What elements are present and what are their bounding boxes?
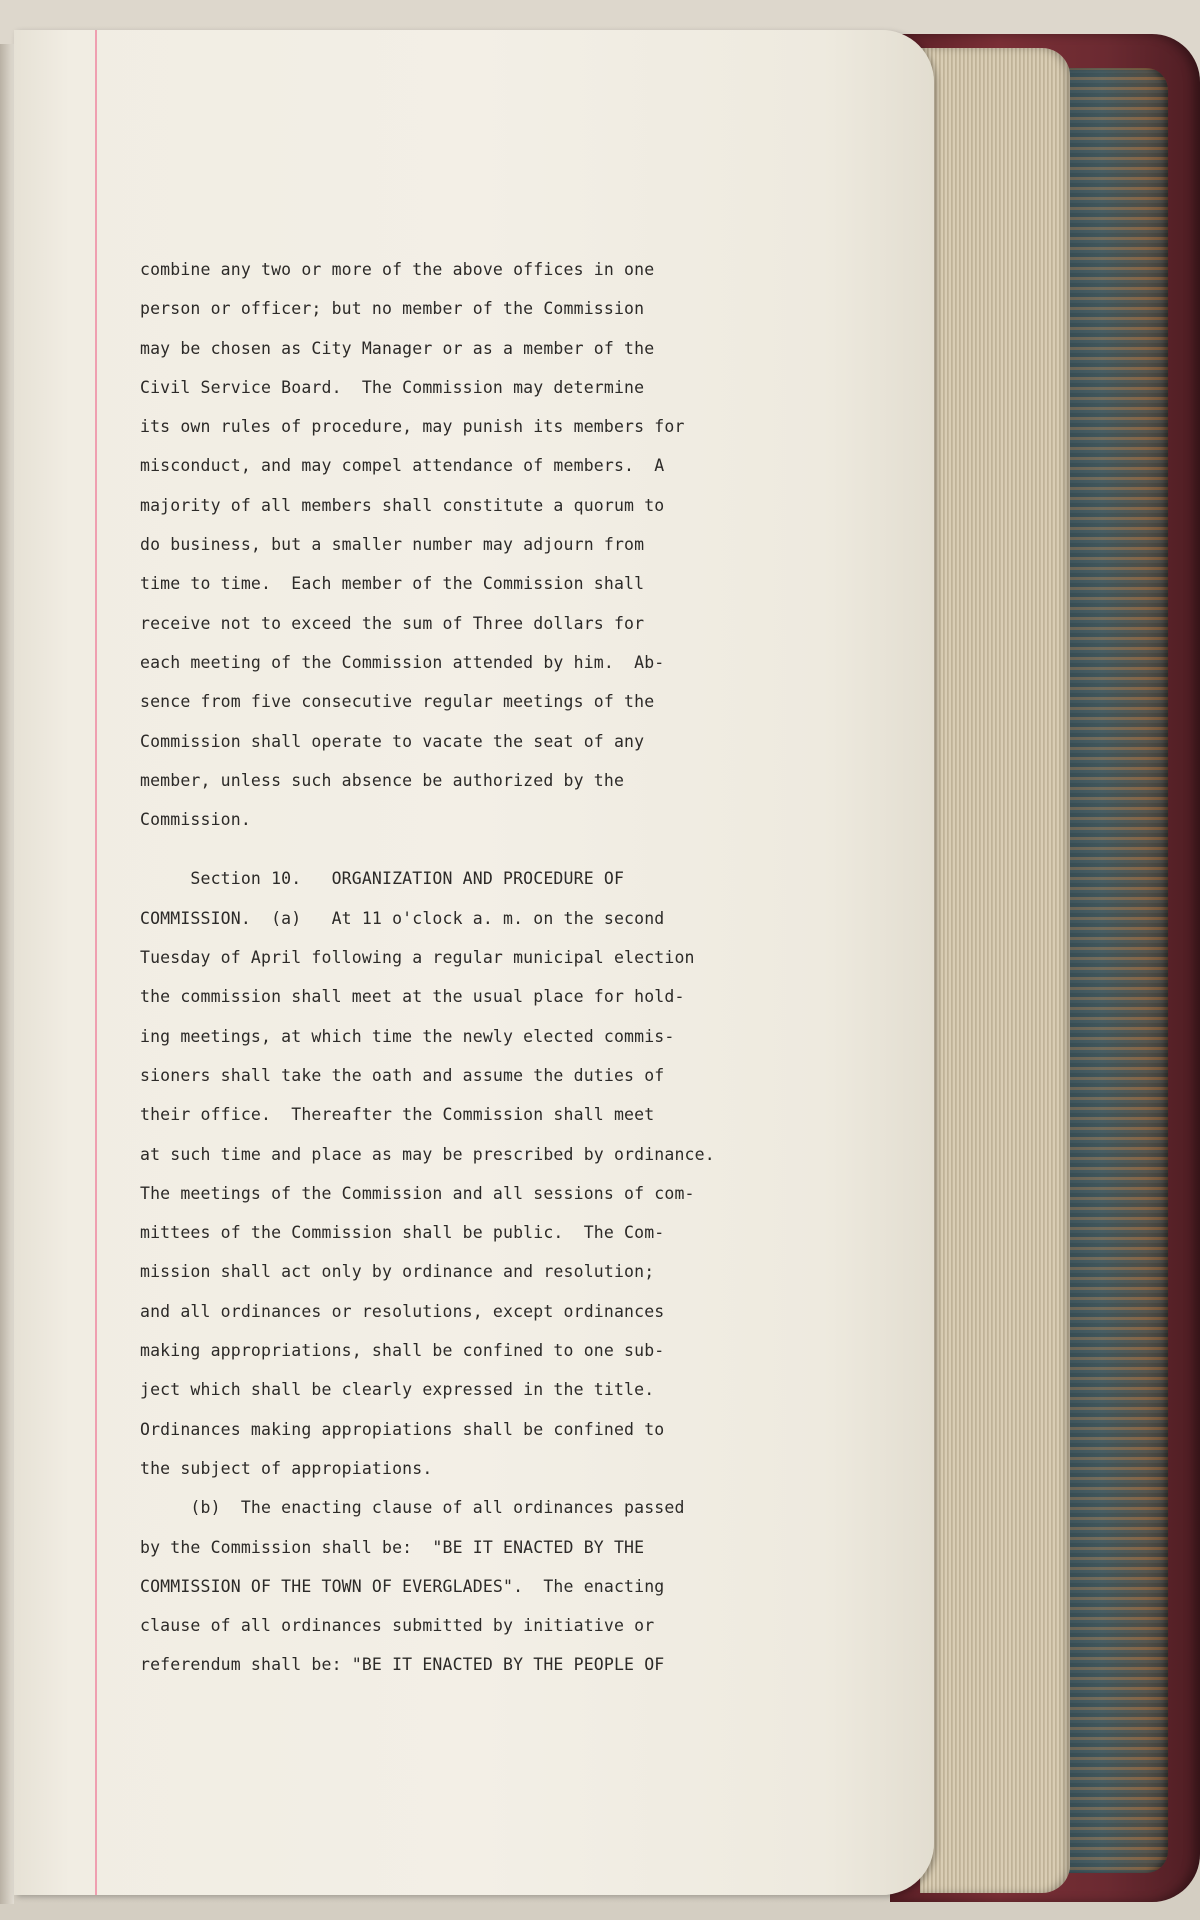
text-line: by the Commission shall be: "BE IT ENACTED BY THE xyxy=(140,1537,645,1557)
text-line: member, unless such absence be authorized by the xyxy=(140,770,625,790)
text-line: receive not to exceed the sum of Three dollars for xyxy=(140,613,645,633)
text-line: sioners shall take the oath and assume the duties of xyxy=(140,1065,665,1085)
text-line: their office. Thereafter the Commission shall meet xyxy=(140,1105,655,1125)
text-line: sence from five consecutive regular meetings of the xyxy=(140,692,655,712)
text-line: Commission. xyxy=(140,810,251,830)
typed-text xyxy=(140,250,800,1685)
text-line: COMMISSION OF THE TOWN OF EVERGLADES". The enacting xyxy=(140,1576,665,1596)
text-line: referendum shall be: "BE IT ENACTED BY THE PEOPLE OF xyxy=(140,1655,665,1675)
marbled-page-edge xyxy=(1058,68,1168,1873)
text-line: time to time. Each member of the Commission shall xyxy=(140,574,645,594)
text-line: the subject of appropiations. xyxy=(140,1458,433,1478)
text-line: person or officer; but no member of the Commission xyxy=(140,299,645,319)
text-line: mittees of the Commission shall be public. The Com- xyxy=(140,1223,665,1243)
text-line: majority of all members shall constitute a quorum to xyxy=(140,495,665,515)
section-heading: Section 10. ORGANIZATION AND PROCEDURE OF xyxy=(140,869,625,889)
page-edges xyxy=(920,48,1070,1893)
text-line: at such time and place as may be prescribed by ordinance. xyxy=(140,1144,715,1164)
text-line: clause of all ordinances submitted by initiative or xyxy=(140,1616,655,1636)
margin-rule xyxy=(95,30,97,1895)
text-line: Ordinances making appropiations shall be confined to xyxy=(140,1419,665,1439)
text-line: its own rules of procedure, may punish its members for xyxy=(140,417,685,437)
text-line: Civil Service Board. The Commission may determine xyxy=(140,377,645,397)
text-line: and all ordinances or resolutions, except ordinances xyxy=(140,1301,665,1321)
text-line: Commission shall operate to vacate the seat of any xyxy=(140,731,645,751)
text-line: mission shall act only by ordinance and resolution; xyxy=(140,1262,655,1282)
text-line: ing meetings, at which time the newly elected commis- xyxy=(140,1026,675,1046)
text-line: combine any two or more of the above offices in one xyxy=(140,260,655,279)
text-line: COMMISSION. (a) At 11 o'clock a. m. on the second xyxy=(140,908,665,928)
text-line: (b) The enacting clause of all ordinances passed xyxy=(140,1498,685,1518)
text-line: do business, but a smaller number may adjourn from xyxy=(140,535,645,555)
text-line: may be chosen as City Manager or as a member of the xyxy=(140,338,655,358)
paragraph-gap xyxy=(140,839,800,859)
text-line: making appropriations, shall be confined to one sub- xyxy=(140,1341,665,1361)
text-line: The meetings of the Commission and all sessions of com- xyxy=(140,1183,695,1203)
text-line: the commission shall meet at the usual place for hold- xyxy=(140,987,685,1007)
text-line: misconduct, and may compel attendance of members. A xyxy=(140,456,665,476)
text-line: ject which shall be clearly expressed in the title. xyxy=(140,1380,655,1400)
text-line: each meeting of the Commission attended by him. Ab- xyxy=(140,652,665,672)
left-page-edge xyxy=(0,44,14,1904)
text-line: Tuesday of April following a regular municipal election xyxy=(140,948,695,968)
